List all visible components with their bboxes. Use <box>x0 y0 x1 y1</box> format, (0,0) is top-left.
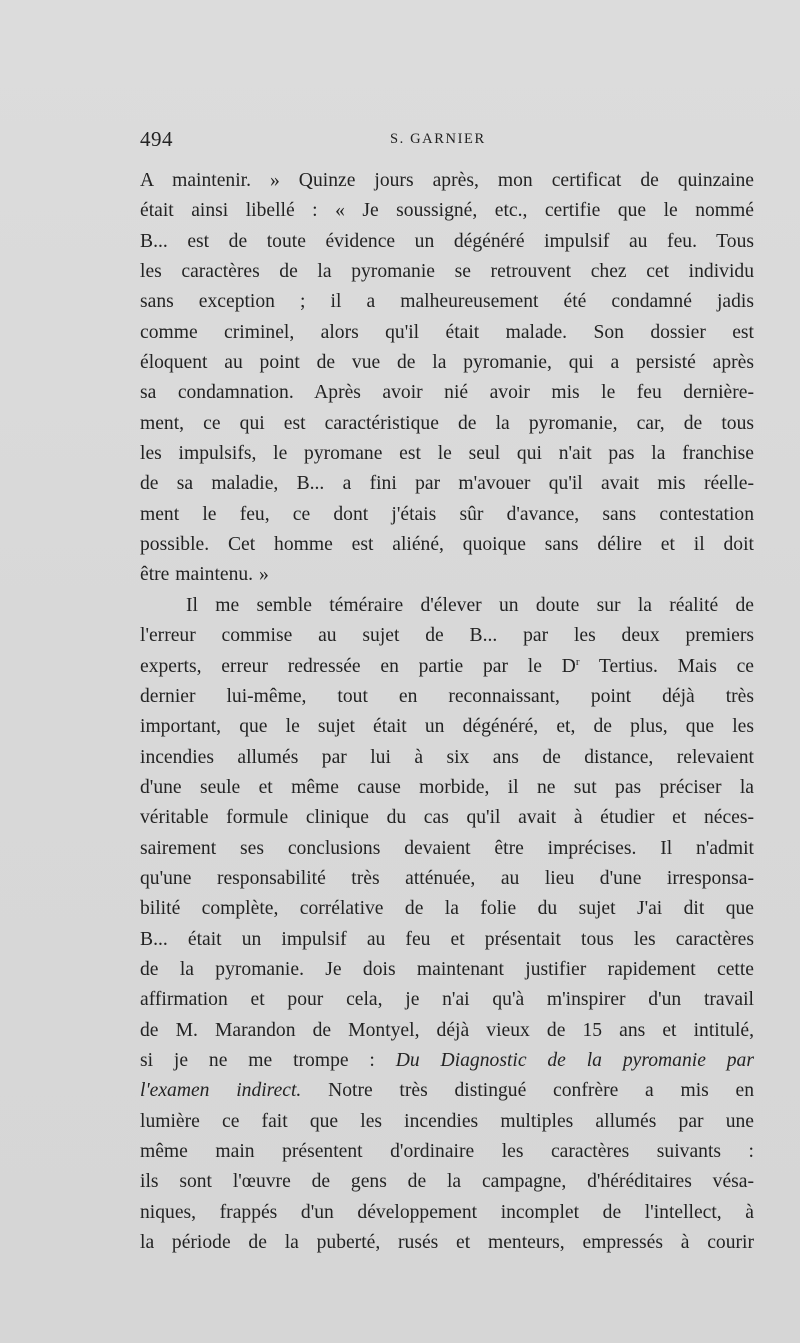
superscript-r: r <box>575 655 580 668</box>
text-line: B... est de toute évidence un dégénéré impulsif au feu. Tous <box>140 230 754 252</box>
text-line-mixed <box>140 652 754 682</box>
text-line: ment le feu, ce dont j'étais sûr d'avance, sans contestation <box>140 503 754 525</box>
italic-title: Du Diagnostic de la pyromanie par <box>395 1049 754 1071</box>
text-line: la période de la puberté, rusés et menteurs, empressés à courir <box>140 1232 754 1254</box>
text-segment: Notre très distingué confrère a mis en <box>328 1080 754 1102</box>
text-line: B... était un impulsif au feu et présentait tous les caractères <box>140 928 754 950</box>
body-text <box>140 166 754 1258</box>
text-line: éloquent au point de vue de la pyromanie, qui a persisté après <box>140 352 754 374</box>
text-line: sans exception ; il a malheureusement été condamné jadis <box>140 291 754 313</box>
text-line: Il me semble téméraire d'élever un doute sur la réalité de <box>186 594 754 616</box>
running-head-author: S. GARNIER <box>390 131 486 147</box>
text-line: lumière ce fait que les incendies multiples allumés par une <box>140 1110 754 1132</box>
text-line: de la pyromanie. Je dois maintenant justifier rapidement cette <box>140 958 754 980</box>
text-line: de M. Marandon de Montyel, déjà vieux de 15 ans et intitulé, <box>140 1019 754 1041</box>
text-line: comme criminel, alors qu'il était malade. Son dossier est <box>140 321 754 343</box>
text-line: même main présentent d'ordinaire les caractères suivants : <box>140 1141 754 1162</box>
text-line: ils sont l'œuvre de gens de la campagne, d'héréditaires vésa- <box>140 1171 754 1193</box>
text-line: qu'une responsabilité très atténuée, au lieu d'une irresponsa- <box>140 867 754 889</box>
text-line: être maintenu. » <box>140 564 269 586</box>
text-segment: Tertius. Mais ce <box>579 655 755 677</box>
text-line: les impulsifs, le pyromane est le seul qui n'ait pas la franchise <box>140 443 754 465</box>
text-line: était ainsi libellé : « Je soussigné, etc., certifie que le nommé <box>140 200 754 222</box>
text-line: possible. Cet homme est aliéné, quoique sans délire et il doit <box>140 534 754 556</box>
text-line: ment, ce qui est caractéristique de la pyromanie, car, de tous <box>140 412 754 434</box>
text-line: les caractères de la pyromanie se retrouvent chez cet individu <box>140 261 754 283</box>
text-line: l'erreur commise au sujet de B... par les deux premiers <box>140 625 754 647</box>
text-line: affirmation et pour cela, je n'ai qu'à m'inspirer d'un travail <box>140 989 754 1011</box>
page-number: 494 <box>140 127 173 151</box>
italic-title: l'examen indirect. <box>140 1080 302 1102</box>
text-segment: si je ne me trompe : <box>140 1049 375 1071</box>
text-line-mixed <box>140 1076 754 1106</box>
text-segment: experts, erreur redressée en partie par le D <box>140 655 576 677</box>
text-line: bilité complète, corrélative de la folie du sujet J'ai dit que <box>140 898 754 920</box>
text-line: niques, frappés d'un développement incomplet de l'intellect, à <box>140 1201 754 1223</box>
text-line: dernier lui-même, tout en reconnaissant, point déjà très <box>140 685 754 707</box>
text-line: véritable formule clinique du cas qu'il avait à étudier et néces- <box>140 807 754 829</box>
text-line: de sa maladie, B... a fini par m'avouer qu'il avait mis réelle- <box>140 473 754 495</box>
text-line-mixed <box>140 1046 754 1076</box>
text-line: important, que le sujet était un dégénéré, et, de plus, que les <box>140 716 754 738</box>
text-line: sa condamnation. Après avoir nié avoir mis le feu dernière- <box>140 382 754 404</box>
text-line: sairement ses conclusions devaient être imprécises. Il n'admit <box>140 837 754 859</box>
text-line: A maintenir. » Quinze jours après, mon certificat de quinzaine <box>140 170 754 191</box>
text-line: d'une seule et même cause morbide, il ne sut pas préciser la <box>140 776 754 798</box>
running-head <box>140 127 755 157</box>
text-line: incendies allumés par lui à six ans de distance, relevaient <box>140 746 754 768</box>
